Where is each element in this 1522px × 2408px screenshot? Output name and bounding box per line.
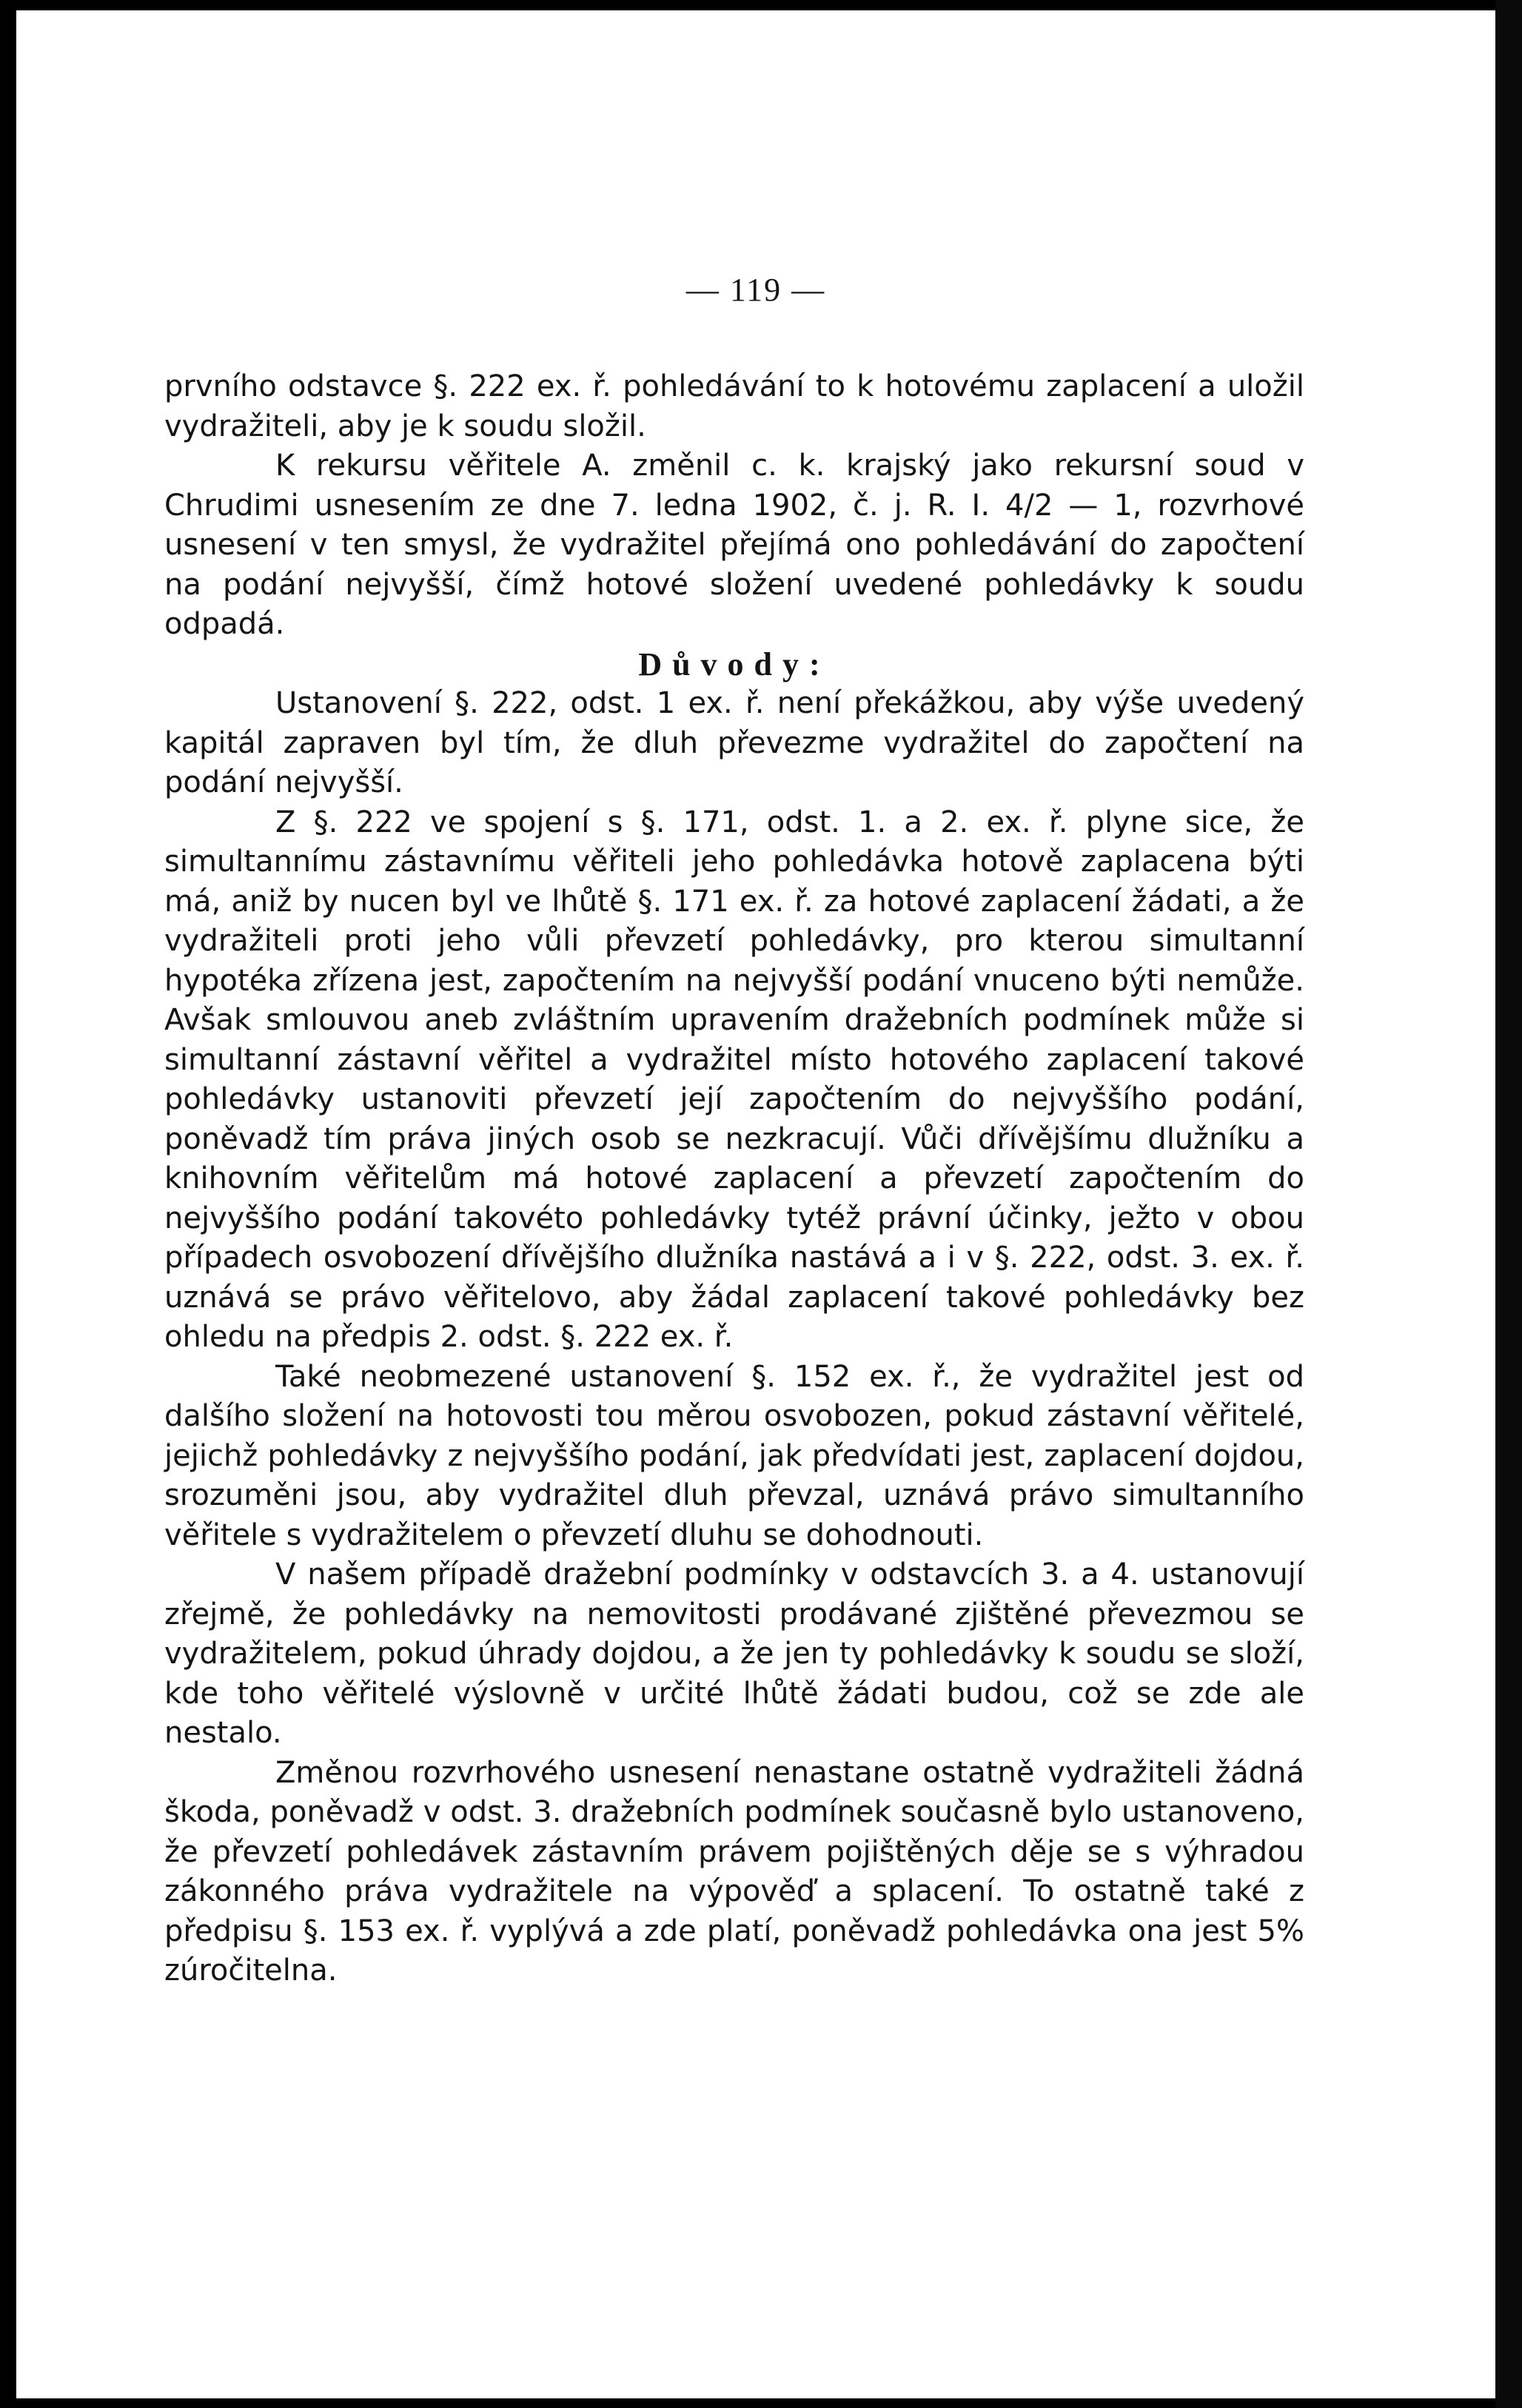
scan-edge: [1495, 0, 1522, 2408]
body-text: [164, 367, 1304, 1991]
paragraph-reason-4: V našem případě dražební podmínky v odstavcích 3. a 4. ustanovují zřejmě, že pohledávky na nemovitosti prodávané zjištěné převezmou se vydražitelem, pokud úhrady dojdou, a že jen ty pohledávky k soudu se složí, kde toho věřitelé výslovně v určité lhůtě žádati budou, což se zde ale nestalo.: [164, 1557, 1304, 1750]
page-number: — 119 —: [685, 272, 826, 308]
paragraph-reason-2: Z §. 222 ve spojení s §. 171, odst. 1. a 2. ex. ř. plyne sice, že simultannímu zástavnímu věřiteli jeho pohledávka hotově zaplacena býti má, aniž by nucen byl ve lhůtě §. 171 ex. ř. za hotové zaplacení žádati, a že vydražiteli proti jeho vůli převzetí pohledávky, pro kterou simultanní hypotéka zřízena jest, započtením na nejvyšší podání vnuceno býti nemůže. Avšak smlouvou aneb zvláštním upravením dražebních podmínek může si simultanní zástavní věřitel a vydražitel místo hotového zaplacení takové pohledávky ustanoviti převzetí její započtením do nejvyššího podání, poněvadž tím práva jiných osob se nezkracují. Vůči dřívějšímu dlužníku a knihovním věřitelům má hotové zaplacení a převzetí započtením do nejvyššího podání takovéto pohledávky tytéž právní účinky, ježto v obou případech osvobození dřívějšího dlužníka nastává a i v §. 222, odst. 3. ex. ř. uznává se právo věřitelovo, aby žádal zaplacení takové pohledávky bez ohledu na předpis 2. odst. §. 222 ex. ř.: [164, 805, 1304, 1354]
section-heading: Důvody:: [638, 645, 831, 683]
paragraph-rekurs: K rekursu věřitele A. změnil c. k. krajský jako rekursní soud v Chrudimi usnesením ze dne 7. ledna 1902, č. j. R. I. 4/2 — 1, rozvrhové usnesení v ten smysl, že vydražitel přejímá ono pohledávání do započtení na podání nejvyšší, čímž hotové složení uvedené pohledávky k soudu odpadá.: [164, 449, 1304, 641]
paragraph-reason-5: Změnou rozvrhového usnesení nenastane ostatně vydražiteli žádná škoda, poněvadž v odst. 3. dražebních podmínek současně bylo ustanoveno, že převzetí pohledávek zástavním právem pojištěných děje se s výhradou zákonného práva vydražitele na výpověď a splacení. To ostatně také z předpisu §. 153 ex. ř. vyplývá a zde platí, poněvadž pohledávka ona jest 5% zúročitelna.: [164, 1755, 1304, 1988]
paragraph-reason-1: Ustanovení §. 222, odst. 1 ex. ř. není překážkou, aby výše uvedený kapitál zapraven byl tím, že dluh převezme vydražitel do započtení na podání nejvyšší.: [164, 686, 1304, 799]
document-page: [16, 10, 1495, 2398]
paragraph-continuation: prvního odstavce §. 222 ex. ř. pohledávání to k hotovému zaplacení a uložil vydražiteli, aby je k soudu složil.: [164, 369, 1304, 443]
paragraph-reason-3: Také neobmezené ustanovení §. 152 ex. ř., že vydražitel jest od dalšího složení na hotovosti tou měrou osvobozen, pokud zástavní věřitelé, jejichž pohledávky z nejvyššího podání, jak předvídati jest, zaplacení dojdou, srozuměni jsou, aby vydražitel dluh převzal, uznává právo simultanního věřitele s vydražitelem o převzetí dluhu se dohodnouti.: [164, 1359, 1304, 1552]
